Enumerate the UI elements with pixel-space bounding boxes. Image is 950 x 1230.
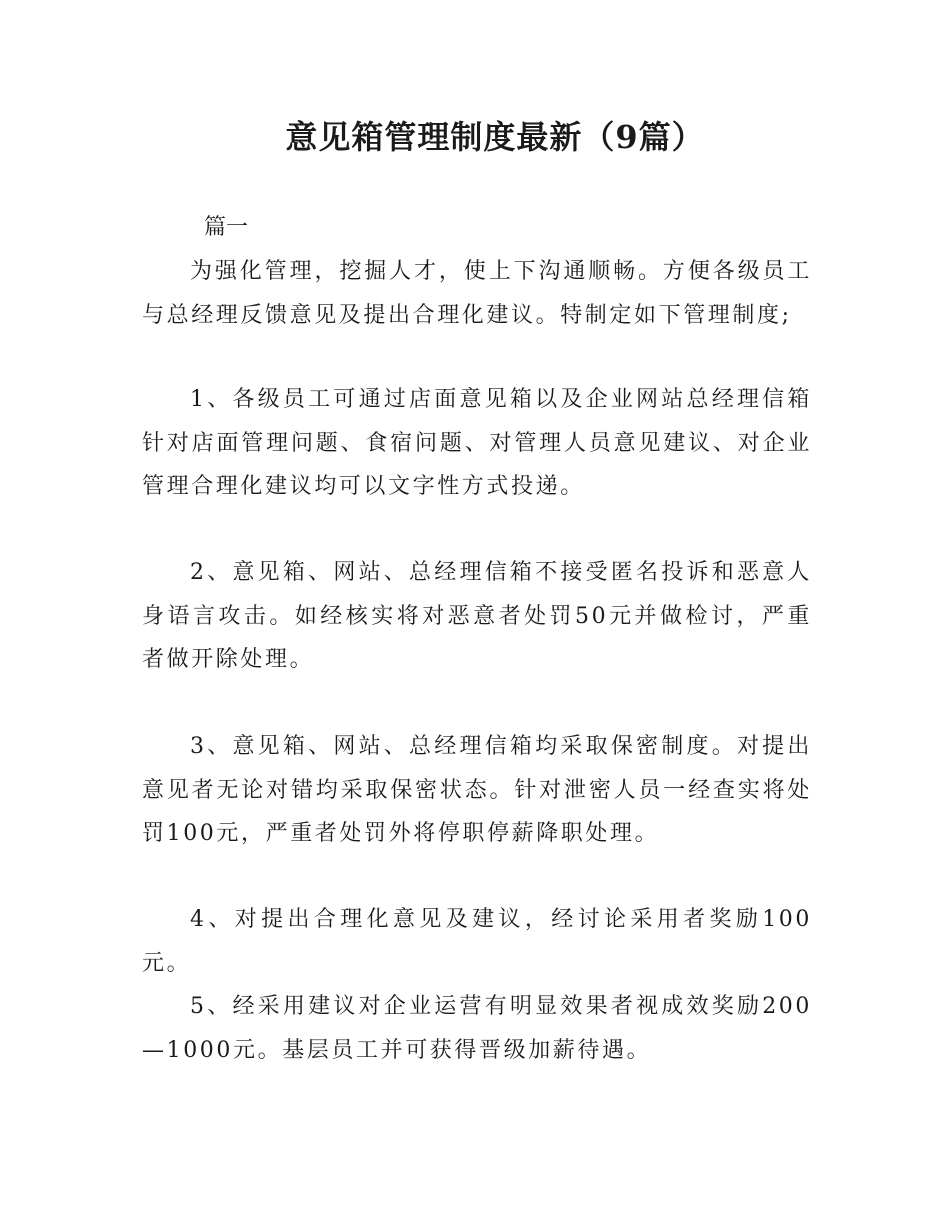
rule-paragraph-1: 1、各级员工可通过店面意见箱以及企业网站总经理信箱针对店面管理问题、食宿问题、对管理人员意见建议、对企业管理合理化建议均可以文字性方式投递。 bbox=[142, 387, 812, 499]
rule-paragraph-5: 5、经采用建议对企业运营有明显效果者视成效奖励200—1000元。基层员工并可获得晋级加薪待遇。 bbox=[142, 994, 812, 1063]
rule-paragraph-3: 3、意见箱、网站、总经理信箱均采取保密制度。对提出意见者无论对错均采取保密状态。针对泄密人员一经查实将处罚100元，严重者处罚外将停职停薪降职处理。 bbox=[142, 734, 812, 846]
intro-paragraph: 为强化管理，挖掘人才，使上下沟通顺畅。方便各级员工与总经理反馈意见及提出合理化建议。特制定如下管理制度; bbox=[142, 259, 812, 328]
rule-paragraph-2: 2、意见箱、网站、总经理信箱不接受匿名投诉和恶意人身语言攻击。如经核实将对恶意者处罚50元并做检讨，严重者做开除处理。 bbox=[142, 560, 812, 672]
document-title: 意见箱管理制度最新（9篇） bbox=[285, 118, 705, 156]
rule-paragraph-4: 4、对提出合理化意见及建议，经讨论采用者奖励100元。 bbox=[142, 907, 812, 976]
section-heading: 篇一 bbox=[204, 215, 249, 240]
